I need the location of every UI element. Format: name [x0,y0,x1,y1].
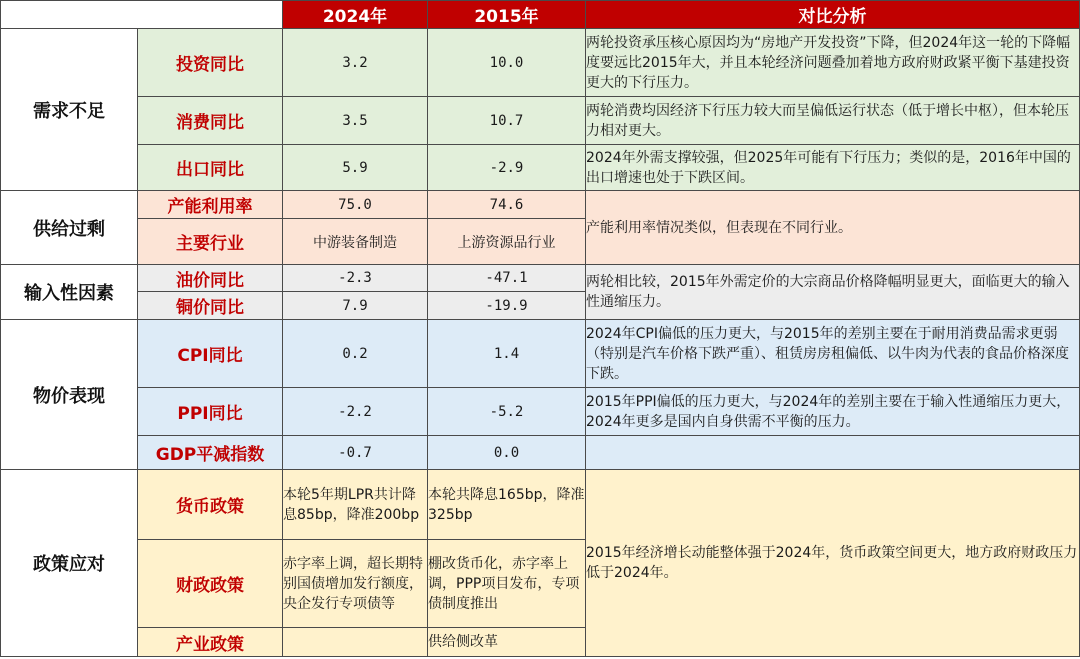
analysis-policy: 2015年经济增长动能整体强于2024年，货币政策空间更大，地方政府财政压力低于2024年。 [586,470,1080,657]
value-2024: 5.9 [283,145,428,191]
category-prices: 物价表现 [1,320,138,470]
value-2024: -2.3 [283,265,428,292]
value-2024: 75.0 [283,191,428,219]
category-supply: 供给过剩 [1,191,138,265]
metric-main-industry: 主要行业 [138,219,283,265]
analysis-gdp-deflator [586,436,1080,470]
value-2015: -47.1 [428,265,586,292]
value-2024: 0.2 [283,320,428,388]
metric-investment: 投资同比 [138,29,283,97]
analysis-investment: 两轮投资承压核心原因均为“房地产开发投资”下降，但2024年这一轮的下降幅度要远比2015年大，并且本轮经济问题叠加着地方政府财政紧平衡下基建投资更大的下行压力。 [586,29,1080,97]
metric-capacity-utilization: 产能利用率 [138,191,283,219]
header-row [1,1,1080,29]
value-2024: 本轮5年期LPR共计降息85bp，降准200bp [283,470,428,540]
value-2015: 本轮共降息165bp，降准325bp [428,470,586,540]
value-2024: -2.2 [283,388,428,436]
value-2015: 0.0 [428,436,586,470]
table-row [1,320,1080,388]
analysis-supply: 产能利用率情况类似，但表现在不同行业。 [586,191,1080,265]
table-row [1,388,1080,436]
analysis-input: 两轮相比较，2015年外需定价的大宗商品价格降幅明显更大，面临更大的输入性通缩压力。 [586,265,1080,320]
value-2015: 供给侧改革 [428,628,586,657]
table-row [1,265,1080,292]
header-2015: 2015年 [428,1,586,29]
table-row [1,470,1080,540]
value-2015: -5.2 [428,388,586,436]
metric-copper-price: 铜价同比 [138,292,283,320]
header-2024: 2024年 [283,1,428,29]
metric-consumption: 消费同比 [138,97,283,145]
metric-gdp-deflator: GDP平减指数 [138,436,283,470]
category-policy: 政策应对 [1,470,138,657]
value-2015: 74.6 [428,191,586,219]
value-2024: 3.5 [283,97,428,145]
value-2024: 赤字率上调，超长期特别国债增加发行额度，央企发行专项债等 [283,540,428,628]
metric-oil-price: 油价同比 [138,265,283,292]
analysis-consumption: 两轮消费均因经济下行压力较大而呈偏低运行状态（低于增长中枢），但本轮压力相对更大。 [586,97,1080,145]
value-2015: 10.7 [428,97,586,145]
value-2015: 棚改货币化，赤字率上调，PPP项目发布，专项债制度推出 [428,540,586,628]
analysis-cpi: 2024年CPI偏低的压力更大，与2015年的差别主要在于耐用消费品需求更弱（特别是汽车价格下跌严重）、租赁房房租偏低、以牛肉为代表的食品价格深度下跌。 [586,320,1080,388]
value-2024: 7.9 [283,292,428,320]
table-row [1,29,1080,97]
metric-fiscal-policy: 财政政策 [138,540,283,628]
metric-monetary-policy: 货币政策 [138,470,283,540]
value-2015: 1.4 [428,320,586,388]
value-2015: -2.9 [428,145,586,191]
value-2024: 中游装备制造 [283,219,428,265]
metric-cpi: CPI同比 [138,320,283,388]
value-2024: -0.7 [283,436,428,470]
value-2024 [283,628,428,657]
value-2015: 上游资源品行业 [428,219,586,265]
category-input: 输入性因素 [1,265,138,320]
header-analysis: 对比分析 [586,1,1080,29]
value-2024: 3.2 [283,29,428,97]
analysis-ppi: 2015年PPI偏低的压力更大，与2024年的差别主要在于输入性通缩压力更大，2024年更多是国内自身供需不平衡的压力。 [586,388,1080,436]
value-2015: 10.0 [428,29,586,97]
metric-industrial-policy: 产业政策 [138,628,283,657]
metric-ppi: PPI同比 [138,388,283,436]
table-row [1,436,1080,470]
table-row [1,97,1080,145]
analysis-export: 2024年外需支撑较强，但2025年可能有下行压力；类似的是，2016年中国的出口增速也处于下跌区间。 [586,145,1080,191]
header-blank [1,1,283,29]
table-row [1,145,1080,191]
category-demand: 需求不足 [1,29,138,191]
table-row [1,191,1080,219]
value-2015: -19.9 [428,292,586,320]
metric-export: 出口同比 [138,145,283,191]
